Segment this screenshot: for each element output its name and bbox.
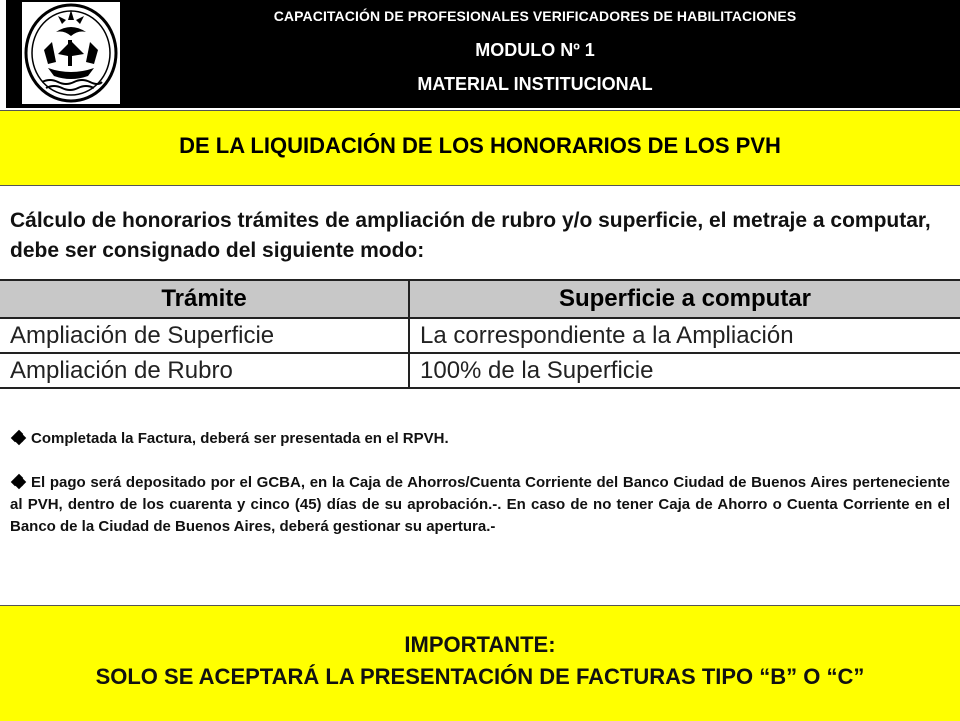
bullet-text: Completada la Factura, deberá ser presentada en el RPVH. — [31, 430, 449, 447]
important-heading: IMPORTANTE: — [404, 632, 556, 657]
table-row — [0, 318, 960, 353]
diamond-bullet-icon — [12, 475, 25, 488]
bullet-list — [10, 428, 950, 538]
city-coat-of-arms-icon — [22, 2, 120, 104]
table-cell: Ampliación de Superficie — [0, 318, 409, 353]
header-edge — [0, 0, 6, 108]
header-module: MODULO Nº 1 — [475, 40, 595, 60]
table-cell: La correspondiente a la Ampliación — [409, 318, 960, 353]
table-cell: 100% de la Superficie — [409, 353, 960, 388]
bullet-text: El pago será depositado por el GCBA, en la Caja de Ahorros/Cuenta Corriente del Banco Ciudad de Buenos Aires perteneciente al PVH, dentro de los cuarenta y cinco (45) días de su aprobación.-. En caso de no tener Caja de Ahorro o Cuenta Corriente en el Banco de la Ciudad de Buenos Aires, deberá gestionar su apertura.- — [10, 474, 950, 535]
list-item — [10, 472, 950, 538]
section-title: DE LA LIQUIDACIÓN DE LOS HONORARIOS DE LOS PVH — [179, 133, 781, 158]
table-row — [0, 353, 960, 388]
table-header-row — [0, 280, 960, 318]
header-superficie: Superficie a computar — [409, 280, 960, 318]
header-material: MATERIAL INSTITUCIONAL — [417, 74, 653, 94]
diamond-bullet-icon — [12, 431, 25, 444]
list-item — [10, 428, 950, 450]
header-course-title: CAPACITACIÓN DE PROFESIONALES VERIFICADORES DE HABILITACIONES — [273, 8, 797, 24]
slide-header — [0, 0, 960, 108]
important-notice: SOLO SE ACEPTARÁ LA PRESENTACIÓN DE FACTURAS TIPO “B” O “C” — [95, 664, 865, 689]
surface-table — [0, 279, 960, 389]
header-tramite: Trámite — [0, 280, 409, 318]
important-band — [0, 605, 960, 721]
table-cell: Ampliación de Rubro — [0, 353, 409, 388]
intro-paragraph: Cálculo de honorarios trámites de ampliación de rubro y/o superficie, el metraje a computar, debe ser consignado del siguiente modo: — [10, 209, 931, 262]
